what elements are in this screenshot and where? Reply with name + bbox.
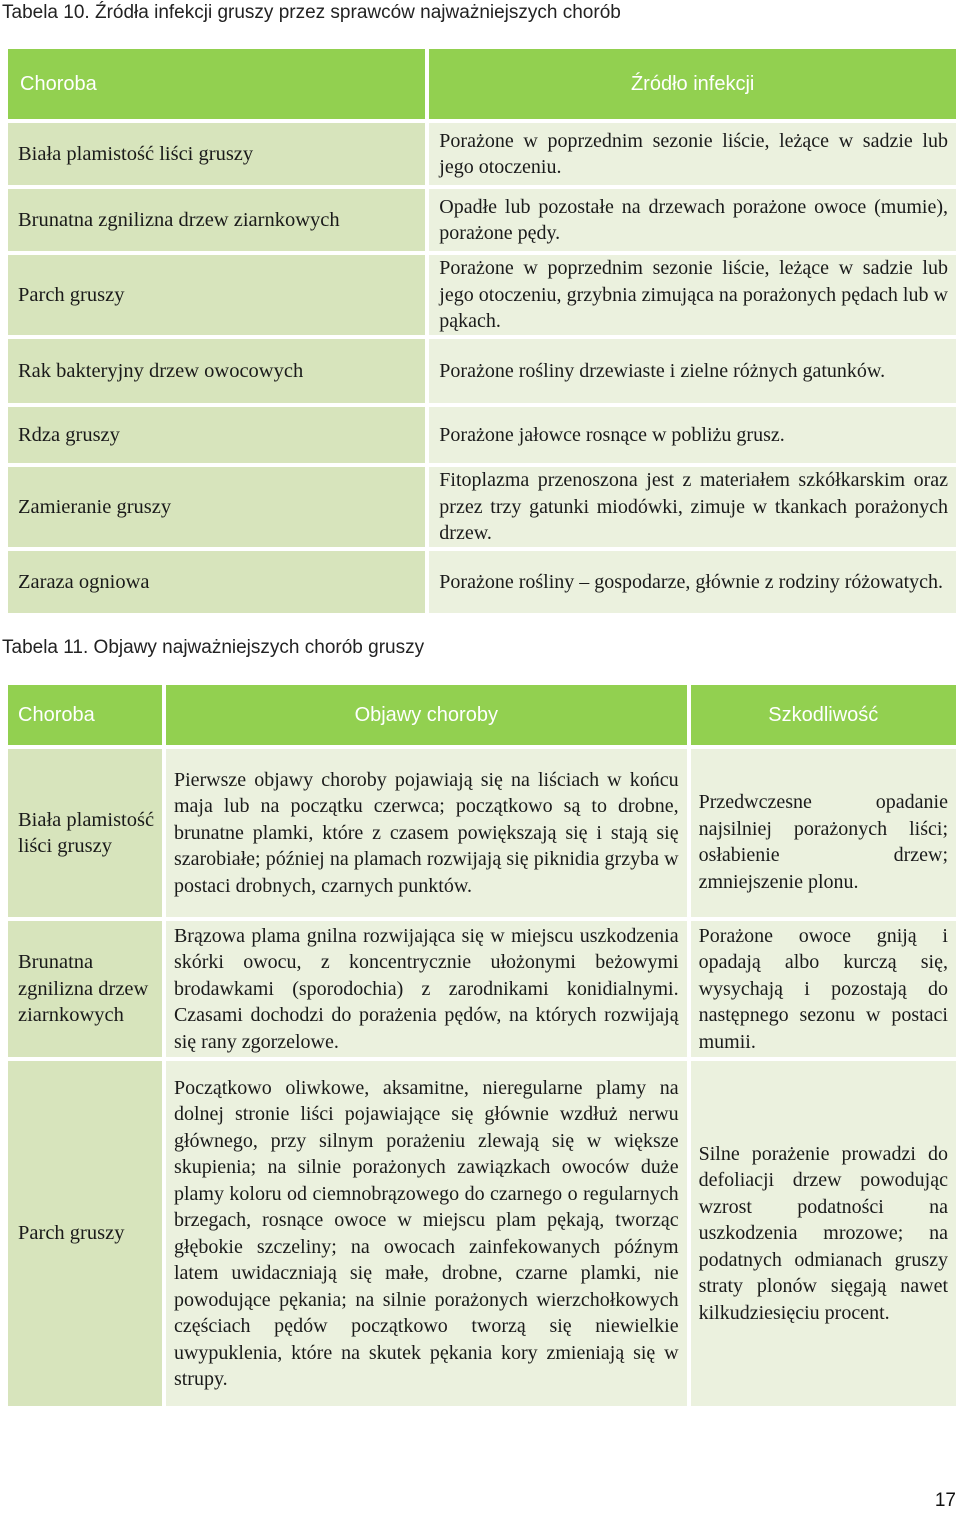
table-row (8, 339, 956, 403)
table-row (8, 921, 956, 1057)
infection-sources-table (4, 45, 960, 617)
source-cell: Fitoplazma przenoszona jest z materiałem szkółkarskim oraz przez trzy gatunki miodówki, zimuje w tkankach porażonych drzew. (429, 467, 956, 547)
symptoms-cell: Początkowo oliwkowe, aksamitne, nieregularne plamy na dolnej stronie liści pojawiające się głównie wzdłuż nerwu głównego, przy silnym porażeniu zlewają się w większe skupienia; na silnie porażonych zawiązkach owoców duże plamy koloru od ciemnobrązowego do czarnego o regularnych brzegach, rosnące owoce w miejscu plam pękają, tworząc głębokie szczeliny; na owocach zainfekowanych późnym latem uwidaczniają się małe, drobne, czarne plamki, nie powodujące pękania; na silnie porażonych wierzchołkowych częściach pędów początkowo tworzą się niewielkie uwypuklenia, które na skutek pękania kory zmieniają się w strupy. (166, 1061, 687, 1406)
source-cell: Porażone jałowce rosnące w pobliżu grusz. (429, 407, 956, 463)
disease-cell: Zamieranie gruszy (8, 467, 425, 547)
symptoms-cell: Brązowa plama gnilna rozwijająca się w miejscu uszkodzenia skórki owocu, z koncentrycznie ułożonymi beżowymi brodawkami (sporodochia) z zarodnikami konidialnymi. Czasami dochodzi do porażenia pędów, na których rozwijają się rany zgorzelowe. (166, 921, 687, 1057)
table-row (8, 467, 956, 547)
source-cell: Porażone w poprzednim sezonie liście, leżące w sadzie lub jego otoczeniu. (429, 123, 956, 185)
table10-caption: Tabela 10. Źródła infekcji gruszy przez sprawców najważniejszych chorób (2, 2, 621, 23)
disease-symptoms-table (4, 681, 960, 1410)
harm-cell: Porażone owoce gniją i opadają albo kurczą się, wysychają i pozostają do następnego sezonu w postaci mumii. (691, 921, 956, 1057)
table-row (8, 407, 956, 463)
source-cell: Porażone rośliny drzewiaste i zielne różnych gatunków. (429, 339, 956, 403)
disease-cell: Rdza gruszy (8, 407, 425, 463)
table11-header-row (8, 685, 956, 745)
disease-cell: Biała plamistość liści gruszy (8, 749, 162, 917)
table-row (8, 123, 956, 185)
table10-header-disease: Choroba (8, 49, 425, 119)
source-cell: Porażone w poprzednim sezonie liście, leżące w sadzie lub jego otoczeniu, grzybnia zimująca na porażonych pędach lub w pąkach. (429, 255, 956, 335)
disease-cell: Parch gruszy (8, 255, 425, 335)
table-row (8, 1061, 956, 1406)
table11-header-symptoms: Objawy choroby (166, 685, 687, 745)
source-cell: Opadłe lub pozostałe na drzewach porażone owoce (mumie), porażone pędy. (429, 189, 956, 251)
disease-cell: Parch gruszy (8, 1061, 162, 1406)
harm-cell: Przedwczesne opadanie najsilniej porażonych liści; osłabienie drzew; zmniejszenie plonu. (691, 749, 956, 917)
page-number: 17 (934, 1490, 956, 1511)
disease-cell: Brunatna zgnilizna drzew ziarnkowych (8, 921, 162, 1057)
disease-cell: Zaraza ogniowa (8, 551, 425, 613)
table-row (8, 749, 956, 917)
table11-caption: Tabela 11. Objawy najważniejszych chorób gruszy (2, 637, 425, 658)
disease-cell: Rak bakteryjny drzew owocowych (8, 339, 425, 403)
disease-cell: Brunatna zgnilizna drzew ziarnkowych (8, 189, 425, 251)
source-cell: Porażone rośliny – gospodarze, głównie z rodziny różowatych. (429, 551, 956, 613)
table10-header-source: Źródło infekcji (429, 49, 956, 119)
table-row (8, 255, 956, 335)
table10-header-row (8, 49, 956, 119)
disease-cell: Biała plamistość liści gruszy (8, 123, 425, 185)
table11-header-disease: Choroba (8, 685, 162, 745)
harm-cell: Silne porażenie prowadzi do defoliacji drzew powodując wzrost podatności na uszkodzenia mrozowe; na podatnych odmianach gruszy straty plonów sięgają nawet kilkudziesięciu procent. (691, 1061, 956, 1406)
table-row (8, 189, 956, 251)
table-row (8, 551, 956, 613)
table11-header-harm: Szkodliwość (691, 685, 956, 745)
symptoms-cell: Pierwsze objawy choroby pojawiają się na liściach w końcu maja lub na początku czerwca; początkowo są to drobne, brunatne plamki, które z czasem powiększają się i stają się szarobiałe; później na plamach rozwijają się piknidia grzyba w postaci drobnych, czarnych punktów. (166, 749, 687, 917)
